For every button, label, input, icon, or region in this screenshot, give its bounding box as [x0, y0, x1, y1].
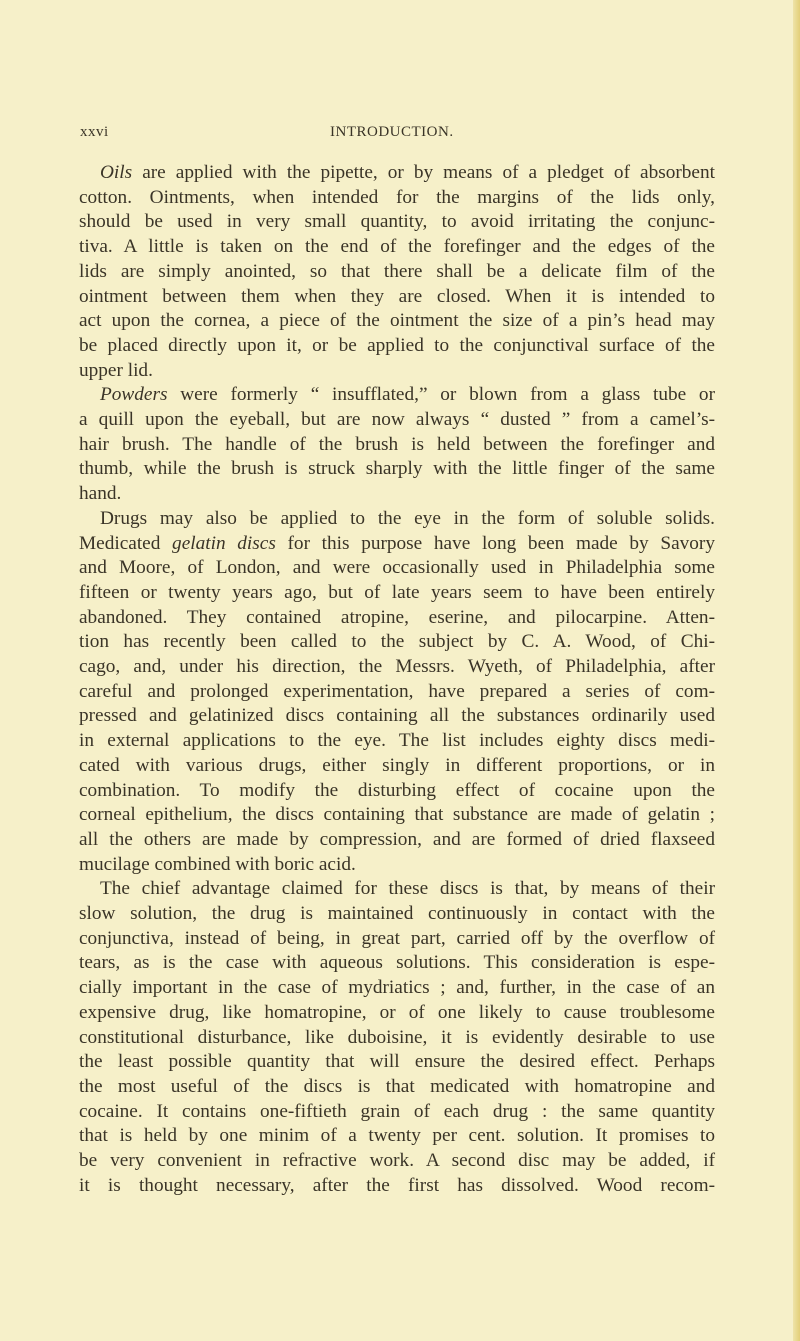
text-line	[79, 1050, 715, 1074]
text-run: conjunctiva, instead of being, in great part, carried off by the overflow of	[79, 927, 715, 949]
text-run: tears, as is the case with aqueous solutions. This consideration is espe-	[79, 952, 715, 974]
text-line	[79, 1075, 715, 1099]
text-run: expensive drug, like homatropine, or of one likely to cause troublesome	[79, 1001, 715, 1023]
text-run: cially important in the case of mydriatics ; and, further, in the case of an	[79, 977, 715, 999]
text-line	[79, 729, 715, 753]
italic-term: Powders	[100, 384, 168, 406]
text-line	[79, 532, 715, 556]
text-run: be placed directly upon it, or be applied to the conjunctival surface of the	[79, 334, 715, 356]
page-edge-shadow	[793, 0, 800, 1341]
text-run: Medicated	[79, 532, 173, 554]
text-line	[79, 1100, 715, 1124]
text-line	[79, 210, 715, 234]
text-run: hand.	[79, 483, 122, 505]
text-line	[79, 828, 715, 852]
text-line	[79, 1026, 715, 1050]
italic-term: gelatin discs	[172, 532, 276, 554]
text-run: were formerly “ insufflated,” or blown from a glass tube or	[167, 384, 715, 406]
text-run: Drugs may also be applied to the eye in the form of soluble solids.	[100, 507, 715, 529]
text-run: constitutional disturbance, like duboisine, it is evidently desirable to use	[79, 1026, 715, 1048]
text-run: hair brush. The handle of the brush is held between the forefinger and	[79, 433, 715, 455]
text-line	[79, 359, 715, 383]
text-line	[79, 976, 715, 1000]
text-run: it is thought necessary, after the first has dissolved. Wood recom-	[79, 1174, 715, 1196]
text-run: be very convenient in refractive work. A second disc may be added, if	[79, 1150, 715, 1171]
text-run: The chief advantage claimed for these discs is that, by means of their	[100, 878, 715, 900]
text-line	[79, 1001, 715, 1025]
text-line	[79, 186, 715, 210]
text-line	[79, 235, 715, 259]
running-title: INTRODUCTION.	[330, 124, 454, 140]
text-run: careful and prolonged experimentation, have prepared a series of com-	[79, 680, 715, 702]
text-run: ointment between them when they are closed. When it is intended to	[79, 285, 715, 307]
text-line	[79, 309, 715, 333]
text-line	[79, 507, 715, 531]
text-line	[79, 581, 715, 605]
text-line	[79, 556, 715, 580]
text-line	[79, 383, 715, 407]
text-run: the most useful of the discs is that medicated with homatropine and	[79, 1075, 715, 1097]
text-line	[79, 260, 715, 284]
text-run: cocaine. It contains one-fiftieth grain of each drug : the same quantity	[79, 1100, 715, 1122]
text-run: that is held by one minim of a twenty per cent. solution. It promises to	[79, 1125, 715, 1147]
text-run: and Moore, of London, and were occasionally used in Philadelphia some	[79, 557, 715, 579]
text-line	[79, 951, 715, 975]
text-run: should be used in very small quantity, to avoid irritating the conjunc-	[79, 211, 715, 233]
text-run: slow solution, the drug is maintained continuously in contact with the	[79, 903, 715, 924]
text-run: pressed and gelatinized discs containing all the substances ordinarily used	[79, 705, 715, 727]
text-run: fifteen or twenty years ago, but of late years seem to have been entirely	[79, 581, 715, 603]
italic-term: Oils	[100, 162, 133, 183]
text-line	[79, 655, 715, 679]
text-line	[79, 803, 715, 827]
text-run: lids are simply anointed, so that there shall be a delicate film of the	[79, 260, 715, 282]
text-line	[79, 779, 715, 803]
text-run: the least possible quantity that will ensure the desired effect. Perhaps	[79, 1051, 715, 1073]
text-line	[79, 433, 715, 457]
text-line	[79, 754, 715, 778]
text-line	[79, 408, 715, 432]
text-line	[79, 482, 715, 506]
text-line	[79, 334, 715, 358]
text-run: a quill upon the eyeball, but are now always “ dusted ” from a camel’s-	[79, 409, 715, 430]
text-line	[79, 680, 715, 704]
text-run: are applied with the pipette, or by means of a pledget of absorbent	[132, 162, 715, 183]
text-line	[79, 853, 715, 877]
text-line	[79, 161, 715, 185]
text-run: cago, and, under his direction, the Messrs. Wyeth, of Philadelphia, after	[79, 656, 715, 677]
text-line	[79, 606, 715, 630]
page-number: xxvi	[80, 124, 109, 140]
text-line	[79, 285, 715, 309]
text-line	[79, 1174, 715, 1198]
text-line	[79, 1124, 715, 1148]
text-line	[79, 927, 715, 951]
text-line	[79, 704, 715, 728]
text-line	[79, 457, 715, 481]
text-run: mucilage combined with boric acid.	[79, 853, 356, 875]
text-line	[79, 630, 715, 654]
text-run: in external applications to the eye. The list includes eighty discs medi-	[79, 730, 715, 752]
text-run: upper lid.	[79, 359, 153, 381]
text-run: tiva. A little is taken on the end of the forefinger and the edges of the	[79, 236, 715, 258]
text-run: all the others are made by compression, and are formed of dried flaxseed	[79, 828, 715, 850]
text-run: combination. To modify the disturbing effect of cocaine upon the	[79, 779, 715, 801]
text-line	[79, 902, 715, 926]
text-line	[79, 877, 715, 901]
text-run: cated with various drugs, either singly in different proportions, or in	[79, 754, 715, 776]
text-line	[79, 1149, 715, 1173]
text-run: act upon the cornea, a piece of the ointment the size of a pin’s head may	[79, 310, 715, 332]
text-run: tion has recently been called to the subject by C. A. Wood, of Chi-	[79, 631, 715, 653]
text-run: corneal epithelium, the discs containing that substance are made of gelatin ;	[79, 804, 715, 826]
text-run: thumb, while the brush is struck sharply with the little finger of the same	[79, 458, 715, 480]
text-run: abandoned. They contained atropine, eserine, and pilocarpine. Atten-	[79, 606, 715, 628]
text-run: cotton. Ointments, when intended for the margins of the lids only,	[79, 186, 715, 208]
text-run: for this purpose have long been made by Savory	[275, 532, 715, 554]
